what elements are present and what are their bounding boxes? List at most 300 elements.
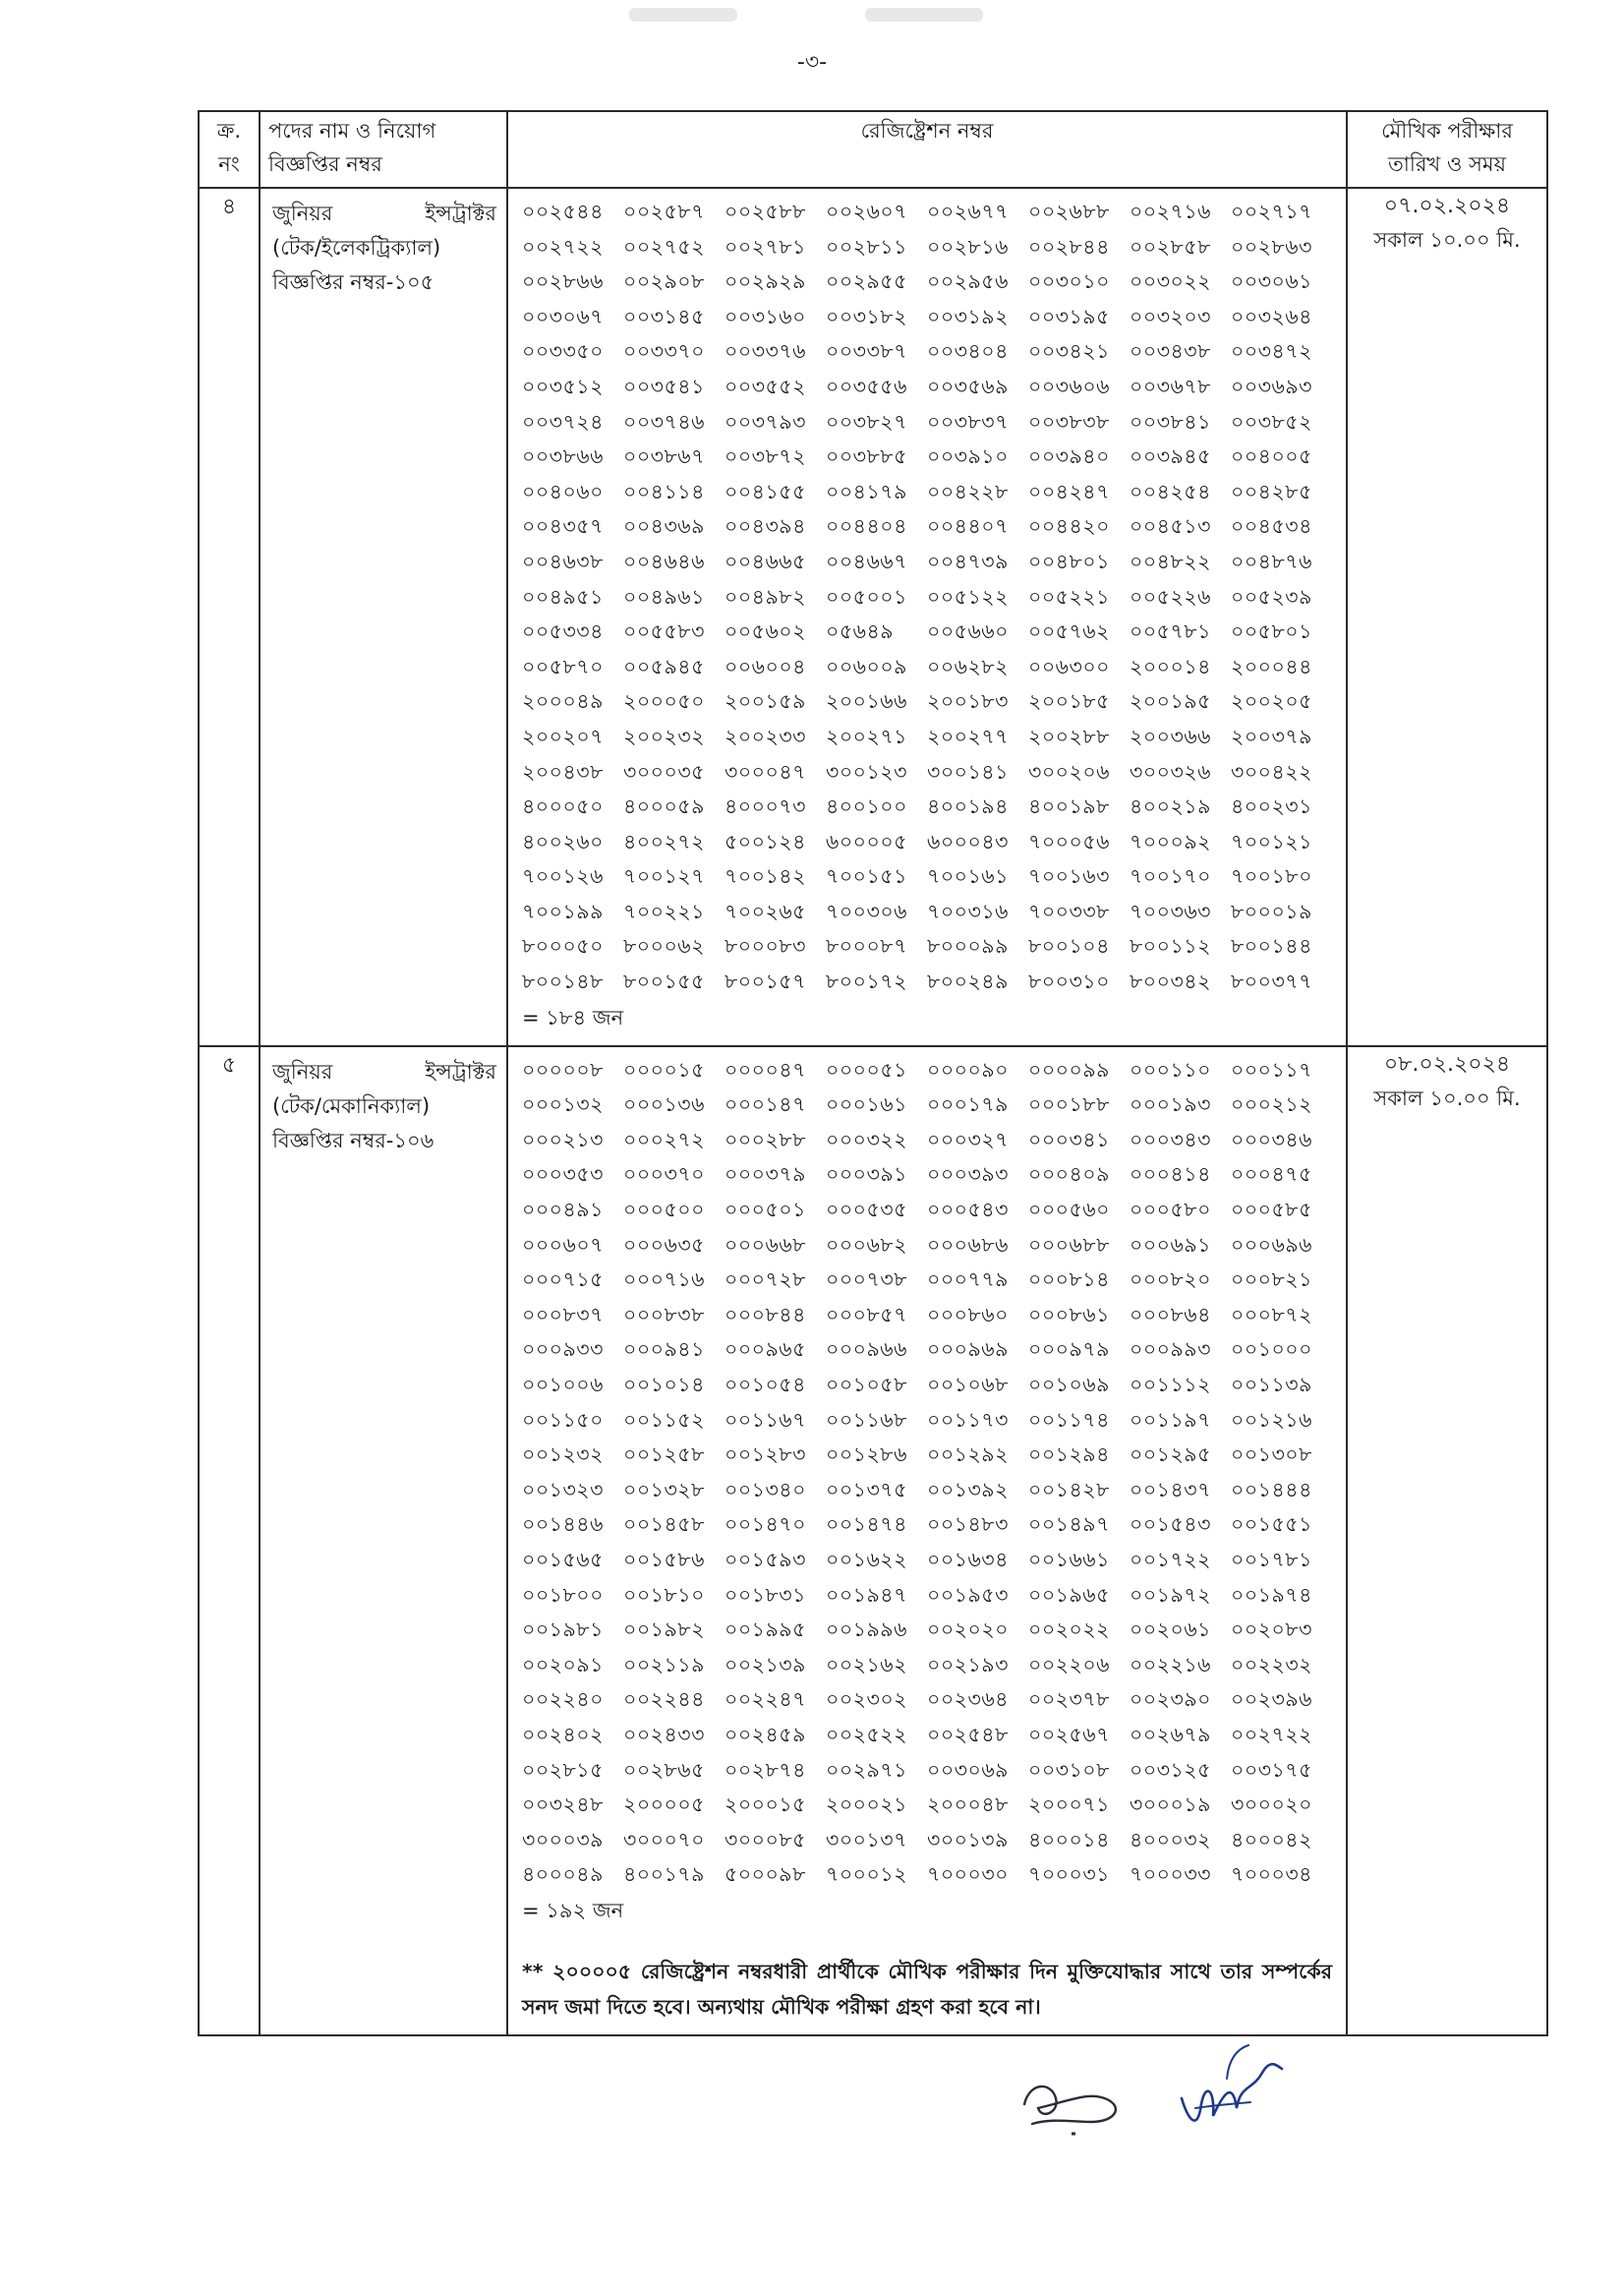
registration-number: ০০৩১৮২: [826, 304, 907, 328]
registration-number: ০০৫০০১: [826, 584, 907, 609]
registration-number: ০০৪৫১৩: [1130, 514, 1211, 539]
registration-number: ০০০৫৪৩: [927, 1198, 1009, 1222]
registration-number: ২০০০৭১: [1028, 1793, 1110, 1817]
registration-number: ৮০০০১৯: [1231, 899, 1312, 923]
registration-number: ০০২৮৪৪: [1028, 234, 1110, 259]
header-date: [1347, 111, 1547, 188]
registration-number: ০০০৪০৯: [1028, 1162, 1110, 1187]
header-post-line1: পদের নাম ও নিয়োগ: [268, 119, 436, 143]
registration-number: ০০১১৭৩: [927, 1407, 1009, 1432]
registration-number: ০০১৪৭০: [725, 1512, 806, 1537]
registration-number: ০০০৮৬১: [1028, 1302, 1110, 1326]
interview-schedule-table: [198, 110, 1548, 2036]
registration-number: ৭০০১৯৯: [522, 899, 604, 923]
registration-number: ০০৩৫৬৯: [927, 374, 1009, 398]
registration-number: ০০২৭২২: [1231, 1722, 1312, 1746]
registration-number: ৮০০৩১০: [1028, 970, 1110, 994]
registration-number: ০০৩২৪৮: [522, 1793, 604, 1817]
post-department: (টেক/মেকানিক্যাল): [272, 1093, 431, 1118]
registration-number: ০০২৩৯০: [1130, 1687, 1211, 1712]
registration-number: ০০১৮১০: [623, 1582, 705, 1607]
registration-number: ৮০০১৪৪: [1231, 934, 1312, 959]
registration-number: ৪০০০৪২: [1231, 1827, 1312, 1852]
registration-number: ০০০৫৮০: [1130, 1198, 1211, 1222]
registration-number: ০০৩৩৫০: [522, 339, 604, 364]
registration-number: ০০১৬২২: [826, 1547, 907, 1571]
registration-number: ০০০৩৭৯: [725, 1162, 806, 1187]
registration-number: ০০১২৯৪: [1028, 1442, 1110, 1467]
header-date-line1: মৌখিক পরীক্ষার: [1381, 119, 1513, 143]
registration-number: ০০৩১৯৫: [1028, 304, 1110, 328]
registration-number: ০০২৮১৫: [522, 1757, 604, 1782]
registration-number: ০০৩৯৪০: [1028, 444, 1110, 469]
registration-number: ৮০০১৭২: [826, 970, 907, 994]
registration-number: ০০২৮৫৮: [1130, 234, 1211, 259]
registration-number: ০০১৬৬১: [1028, 1547, 1110, 1571]
registration-number: ৫০০১২৪: [725, 829, 806, 853]
registration-number: ৭০০০৩০: [927, 1862, 1009, 1887]
registration-number: ০০০৮৩৭: [522, 1302, 604, 1326]
post-name: জুনিয়র ইন্সট্রাক্টর: [272, 1059, 496, 1084]
registration-number: ০০০৫৮৫: [1231, 1198, 1312, 1222]
signature-2: [1168, 2039, 1296, 2147]
registration-number: ০০১২৯২: [927, 1442, 1009, 1467]
registration-cell: [507, 1046, 1347, 2035]
registration-number: ৪০০১৯৪: [927, 794, 1009, 819]
registration-number: ২০০২৩৩: [725, 724, 806, 748]
registration-number: ০০২৭১৬: [1130, 200, 1211, 223]
post-department: (টেক/ইলেকট্রিক্যাল): [272, 236, 441, 260]
registration-number: ০০১৯৭২: [1130, 1582, 1211, 1607]
registration-number: ৭০০১৫১: [826, 864, 907, 889]
registration-number: ০০২৩০২: [826, 1687, 907, 1712]
registration-number: ০০৪৯৫১: [522, 584, 604, 609]
registration-number: ২০০২৩২: [623, 724, 705, 748]
interview-date: ০৭.০২.২০২৪: [1383, 194, 1511, 218]
registration-number: ০০০৯৭৯: [1028, 1337, 1110, 1362]
registration-number: ০০৫৭৮১: [1130, 619, 1211, 644]
registration-number: ০০৪৯৬১: [623, 584, 705, 609]
registration-number: ০০০৬০৭: [522, 1232, 604, 1257]
registration-number: ৮০০৩৭৭: [1231, 970, 1312, 994]
registration-number: ৩০০৪২২: [1231, 759, 1312, 784]
registration-number: ০০১০০০: [1231, 1337, 1312, 1362]
registration-number: ০০০৭৩৮: [826, 1267, 907, 1292]
registration-number: ০০৫৯৪৫: [623, 654, 705, 678]
registration-number: ০০০৩২২: [826, 1127, 907, 1151]
registration-number: ০০৫৩৩৪: [522, 619, 604, 644]
registration-number: ৫০০০৯৮: [725, 1862, 806, 1887]
registration-number: ০০০৮৫৭: [826, 1302, 907, 1326]
registration-number: ৭০০০৩১: [1028, 1862, 1110, 1887]
registration-number: ০০১২৮৬: [826, 1442, 907, 1467]
registration-number: ৪০০২৩১: [1231, 794, 1312, 819]
registration-number: ০০৪৪০৪: [826, 514, 907, 539]
registration-number: ০০০১৩২: [522, 1092, 604, 1117]
registration-number: ০০০০০৮: [522, 1057, 604, 1082]
registration-number: ২০০০২১: [826, 1793, 907, 1817]
registration-number: ০০৪১১৪: [623, 479, 705, 503]
registration-number: ০০৩৮৪১: [1130, 409, 1211, 434]
registration-number: ০০৫৫৮৩: [623, 619, 705, 644]
registration-number: ৪০০২১৯: [1130, 794, 1211, 819]
registration-number: ০০৩৮২৭: [826, 409, 907, 434]
registration-number: ০০১৯৪৭: [826, 1582, 907, 1607]
registration-number: ০০০২১৩: [522, 1127, 604, 1151]
registration-number: ০০১৩২৩: [522, 1477, 604, 1501]
registration-number: ০০১০০৬: [522, 1373, 604, 1396]
interview-time: সকাল ১০.০০ মি.: [1373, 1086, 1521, 1110]
registration-number: ০০৩৪৭২: [1231, 339, 1312, 364]
header-date-line2: তারিখ ও সময়: [1388, 152, 1506, 176]
registration-number: ০০৫২২৬: [1130, 584, 1211, 609]
registration-number: ৭০০৩৩৮: [1028, 899, 1110, 923]
registration-number: ০০১৪৪৪: [1231, 1477, 1312, 1501]
registration-number: ২০০১৬৬: [826, 689, 907, 714]
registration-number: ০০০৩৪১: [1028, 1127, 1110, 1151]
registration-number: ০০১২৯৫: [1130, 1442, 1211, 1467]
registration-number: ৮০০১৫৫: [623, 970, 705, 994]
registration-number: ০০২৯৫৫: [826, 269, 907, 294]
registration-number: ০০৩০৬৯: [927, 1757, 1009, 1782]
registration-number: ৭০০০৯২: [1130, 829, 1211, 853]
registration-number: ৮০০০৯৯: [927, 934, 1009, 959]
registration-number: ০০১৩৪০: [725, 1477, 806, 1501]
registration-number: ০০২৪৫৯: [725, 1722, 806, 1746]
registration-number: ০০২৭৮১: [725, 234, 806, 259]
registration-number: ০০৫২২১: [1028, 584, 1110, 609]
registration-number: ০০২৭১৭: [1231, 200, 1312, 223]
post-cell: [260, 1046, 507, 2035]
registration-number: ০০১১৯৭: [1130, 1407, 1211, 1432]
registration-number: ৪০০০৩২: [1130, 1827, 1211, 1852]
registration-number: ০০২৬৭৭: [927, 200, 1009, 223]
post-advertisement-number: বিজ্ঞপ্তির নম্বর-১০৫: [272, 270, 435, 294]
registration-number: ০০১৩৯২: [927, 1477, 1009, 1501]
freedom-fighter-note: ** ২০০০০৫ রেজিষ্ট্রেশন নম্বরধারী প্রার্থীকে মৌখিক পরীক্ষার দিন মুক্তিযোদ্ধার সাথে তার সম্পর্কের সনদ জমা দিতে হবে। অন্যথায় মৌখিক পরীক্ষা গ্রহণ করা হবে না।: [522, 1959, 1332, 2019]
registration-number: ০০০৮২০: [1130, 1267, 1211, 1292]
registration-number: ০০৫৬৬০: [927, 619, 1009, 644]
registration-number: ০০০৮২১: [1231, 1267, 1312, 1292]
registration-number: ০০০৫৩৫: [826, 1198, 907, 1222]
registration-number: ০০১১৩৯: [1231, 1373, 1312, 1396]
registration-number: ০০৪২৫৪: [1130, 479, 1211, 503]
registration-number: ০০২৫৮৮: [725, 200, 806, 223]
registration-number: ০০০৮৬৪: [1130, 1302, 1211, 1326]
registration-number: ০০০০৯০: [927, 1057, 1009, 1082]
registration-number: ০০৪৬৩৮: [522, 549, 604, 573]
registration-number: ০০৩৮৩৮: [1028, 409, 1110, 434]
registration-number: ০০১২১৬: [1231, 1407, 1312, 1432]
registration-number: ০০১০৬৯: [1028, 1373, 1110, 1396]
registration-number: ৩০০০৮৫: [725, 1827, 806, 1852]
registration-number: ০০০৬৩৫: [623, 1232, 705, 1257]
registration-number: ০০৪৪২০: [1028, 514, 1110, 539]
registration-number: ৭০০২২১: [623, 899, 705, 923]
registration-total: = ১৮৪ জন: [522, 1005, 624, 1029]
registration-number: ৮০০০৮৭: [826, 934, 907, 959]
registration-number: ০০০৬৮২: [826, 1232, 907, 1257]
registration-number: ৮০০০৮৩: [725, 934, 806, 959]
registration-number: ০০৩০১০: [1028, 269, 1110, 294]
registration-number: ০০০৯৬৯: [927, 1337, 1009, 1362]
registration-number: ০০৩৫১২: [522, 374, 604, 398]
registration-number: ০০৩৩৮৭: [826, 339, 907, 364]
registration-number: ৮০০১৫৭: [725, 970, 806, 994]
registration-total: = ১৯২ জন: [522, 1898, 624, 1922]
registration-number: ৭০০৩১৬: [927, 899, 1009, 923]
registration-number: ০০৪১৫৫: [725, 479, 806, 503]
registration-number: ০০৪০০৫: [1231, 444, 1312, 469]
registration-number: ০০৪৭৩৯: [927, 549, 1009, 573]
registration-number: ০০৩৮৮৫: [826, 444, 907, 469]
header-registration: রেজিষ্ট্রেশন নম্বর: [507, 111, 1347, 188]
registration-number: ০০২৬৮৮: [1028, 200, 1110, 223]
registration-number: ০০০৮৭২: [1231, 1302, 1312, 1326]
registration-number: ২০০০০৫: [623, 1793, 705, 1817]
registration-number: ০০২১৩৯: [725, 1652, 806, 1676]
table-row: [199, 188, 1547, 1046]
registration-number: ০০০৭১৬: [623, 1267, 705, 1292]
registration-number: ০০০৮৩৮: [623, 1302, 705, 1326]
registration-number: ০০৩৫৫২: [725, 374, 806, 398]
registration-number: ২০০০১৫: [725, 1793, 806, 1817]
registration-number: ০০০৯৪১: [623, 1337, 705, 1362]
registration-number: ৩০০০২০: [1231, 1793, 1312, 1817]
registration-number: ০০০১৬১: [826, 1092, 907, 1117]
registration-number: ০০১২৩২: [522, 1442, 604, 1467]
registration-number: ০০২৬৭৯: [1130, 1722, 1211, 1746]
registration-number: ০০১৫৪৩: [1130, 1512, 1211, 1537]
registration-number: ০০২৮৬৬: [522, 269, 604, 294]
registration-number: ০০০৯৩৩: [522, 1337, 604, 1362]
registration-number: ০০৩৩৭৬: [725, 339, 806, 364]
registration-number: ৭০০০৩৩: [1130, 1862, 1211, 1887]
registration-number: ০০০৮১৪: [1028, 1267, 1110, 1292]
header-serial-line2: নং: [218, 152, 240, 176]
registration-number: ০০১৯৭৪: [1231, 1582, 1312, 1607]
registration-number: ২০০০৪৮: [927, 1793, 1009, 1817]
registration-number: ০০২১১৯: [623, 1652, 705, 1676]
registration-number: ০০২২১৬: [1130, 1652, 1211, 1676]
registration-number: ০০৪৩৫৭: [522, 514, 604, 539]
registration-number: ০০৩১৭৫: [1231, 1757, 1312, 1782]
registration-number: ০০১১১২: [1130, 1373, 1211, 1396]
registration-number: ০০২২৪৭: [725, 1687, 806, 1712]
registration-number: ০০০৩৪৬: [1231, 1127, 1312, 1151]
registration-number: ০০৩০৬৭: [522, 304, 604, 328]
registration-number: ০০৫৮৭০: [522, 654, 604, 678]
registration-number: ০০৩৪৩৮: [1130, 339, 1211, 364]
registration-number: ৪০০২৭২: [623, 829, 705, 853]
registration-number: ০০২২০৬: [1028, 1652, 1110, 1676]
registration-number: ০০২৮১৬: [927, 234, 1009, 259]
registration-number: ০০৩৮৫২: [1231, 409, 1312, 434]
registration-number: ০০৩৭২৪: [522, 409, 604, 434]
registration-number: ০০০৪১৪: [1130, 1162, 1211, 1187]
registration-number: ০০০৪৯১: [522, 1198, 604, 1222]
registration-number: ২০০১৮৩: [927, 689, 1009, 714]
registration-number: ০০১৮০০: [522, 1582, 604, 1607]
registration-number: ৭০০৩৬৩: [1130, 899, 1211, 923]
registration-number: ০০২৫৪৮: [927, 1722, 1009, 1746]
registration-number: ০০১৯৯৬: [826, 1617, 907, 1642]
registration-number: ০০০৯৯৩: [1130, 1337, 1211, 1362]
registration-number: ২০০২৮৮: [1028, 724, 1110, 748]
registration-number: ০০২৯৭১: [826, 1757, 907, 1782]
registration-number: ৭০০০৩৪: [1231, 1862, 1312, 1887]
registration-number: ৩০০১২৩: [826, 759, 907, 784]
registration-number: ০০৬২৮২: [927, 654, 1009, 678]
registration-number: ০০৩৪০৪: [927, 339, 1009, 364]
interview-date-cell: [1347, 188, 1547, 1046]
registration-number: ৭০০১২৭: [623, 864, 705, 889]
registration-number: ৩০০২০৬: [1028, 759, 1110, 784]
registration-number: ০০৩৯৪৫: [1130, 444, 1211, 469]
registration-number: ০০৪৬৬৭: [826, 549, 907, 573]
registration-number: ২০০০৫০: [623, 689, 705, 714]
registration-cell: [507, 188, 1347, 1046]
registration-number: ০০২৮৬৩: [1231, 234, 1312, 259]
registration-number: ০০১৫৮৬: [623, 1547, 705, 1571]
registration-number: ০০২৩৯৬: [1231, 1687, 1312, 1712]
registration-number: ০০৩৯১০: [927, 444, 1009, 469]
registration-number: ০০১১৭৪: [1028, 1407, 1110, 1432]
registration-list: [522, 1053, 1332, 1893]
scan-smudge: [629, 8, 737, 22]
registration-list: [522, 195, 1332, 1000]
registration-number: ০০০৬৯১: [1130, 1232, 1211, 1257]
registration-number: ৮০০১০৪: [1028, 934, 1110, 959]
header-post: [260, 111, 507, 188]
registration-number: ০০৪২৮৫: [1231, 479, 1312, 503]
registration-number: ০০০৬৯৬: [1231, 1232, 1312, 1257]
registration-number: ৪০০০৫০: [522, 794, 604, 819]
registration-number: ০০২৮৬৫: [623, 1757, 705, 1782]
registration-number: ৪০০০৪৯: [522, 1862, 604, 1887]
header-post-line2: বিজ্ঞপ্তির নম্বর: [268, 152, 382, 176]
registration-number: ০০৪০৬০: [522, 479, 604, 503]
registration-number: ০০১৪৯৭: [1028, 1512, 1110, 1537]
registration-number: ৭০০১৬৩: [1028, 864, 1110, 889]
registration-number: ০০৩৬৭৮: [1130, 374, 1211, 398]
registration-number: ০০৩৩৭০: [623, 339, 705, 364]
registration-number: ০০২৯৫৬: [927, 269, 1009, 294]
registration-number: ৭০০১৬১: [927, 864, 1009, 889]
registration-number: ০০৩২৬৪: [1231, 304, 1312, 328]
registration-number: ০০৪২৪৭: [1028, 479, 1110, 503]
registration-number: ৬০০০৪৩: [927, 829, 1009, 853]
registration-number: ০০০১১৭: [1231, 1057, 1312, 1082]
registration-number: ২০০১৮৫: [1028, 689, 1110, 714]
post-name: জুনিয়র ইন্সট্রাক্টর: [272, 202, 496, 225]
registration-number: ৩০০০৭০: [623, 1827, 705, 1852]
registration-number: ৬০০০০৫: [826, 829, 907, 853]
registration-number: ০০৩১০৮: [1028, 1757, 1110, 1782]
registration-number: ০০২৮১১: [826, 234, 907, 259]
registration-number: ৭০০১৭০: [1130, 864, 1211, 889]
registration-number: ০০০৩৭০: [623, 1162, 705, 1187]
registration-number: ৩০০০১৯: [1130, 1793, 1211, 1817]
registration-number: ০০১০৬৮: [927, 1373, 1009, 1396]
registration-number: ০০১৯৫৩: [927, 1582, 1009, 1607]
registration-number: ০০২০৮৩: [1231, 1617, 1312, 1642]
registration-number: ০০৩১৪৫: [623, 304, 705, 328]
registration-number: ০০০৫৬০: [1028, 1198, 1110, 1222]
registration-number: ০০৪২২৮: [927, 479, 1009, 503]
registration-number: ০০১৫৫১: [1231, 1512, 1312, 1537]
registration-number: ০০১৭২২: [1130, 1547, 1211, 1571]
registration-number: ০০২৫৬৭: [1028, 1722, 1110, 1746]
registration-number: ০০৩৬৯৩: [1231, 374, 1312, 398]
registration-number: ০০১৩০৮: [1231, 1442, 1312, 1467]
registration-number: ০০৬৩০০: [1028, 654, 1110, 678]
registration-number: ০০৪৮২২: [1130, 549, 1211, 573]
registration-number: ০০২৩৬৪: [927, 1687, 1009, 1712]
registration-number: ০০১৪২৮: [1028, 1477, 1110, 1501]
interview-date: ০৮.০২.২০২৪: [1383, 1051, 1511, 1077]
registration-number: ২০০৩৭৯: [1231, 724, 1312, 748]
registration-number: ২০০৪৩৮: [522, 759, 604, 784]
registration-number: ৭০০১২৬: [522, 864, 604, 889]
registration-number: ৩০০০৪৭: [725, 759, 806, 784]
registration-number: ০০৪৪০৭: [927, 514, 1009, 539]
registration-number: ০০৫২৩৯: [1231, 584, 1312, 609]
registration-number: ২০০০১৪: [1130, 654, 1211, 678]
registration-number: ০০৩৮৭২: [725, 444, 806, 469]
registration-number: ০০০০১৫: [623, 1057, 705, 1082]
page-number: -৩-: [796, 50, 828, 75]
registration-number: ৪০০০১৪: [1028, 1827, 1110, 1852]
registration-number: ০০১৫৯৩: [725, 1547, 806, 1571]
registration-number: ০০০৬৮৮: [1028, 1232, 1110, 1257]
registration-number: ০০৩৪২১: [1028, 339, 1110, 364]
registration-number: ০০১৪৮৩: [927, 1512, 1009, 1537]
registration-number: ০০৩২০৩: [1130, 304, 1211, 328]
registration-number: ০০১৮৩১: [725, 1582, 806, 1607]
registration-number: ৩০০০৩৯: [522, 1827, 604, 1852]
registration-number: ৭০০১৪২: [725, 864, 806, 889]
registration-number: ০০১১৬৮: [826, 1407, 907, 1432]
registration-number: ০০১৩২৮: [623, 1477, 705, 1501]
registration-number: ০০১১৫০: [522, 1407, 604, 1432]
registration-number: ০০২০৯১: [522, 1652, 604, 1676]
registration-number: ৩০০০৩৫: [623, 759, 705, 784]
registration-number: ০০০৫০০: [623, 1198, 705, 1222]
registration-number: ০০২২৩২: [1231, 1652, 1312, 1676]
registration-number: ০০০১৯৩: [1130, 1092, 1211, 1117]
registration-number: ০০০৩২৭: [927, 1127, 1009, 1151]
registration-number: ০০৪৬৪৬: [623, 549, 705, 573]
registration-number: ৩০০১৪১: [927, 759, 1009, 784]
registration-number: ৪০০১৭৯: [623, 1862, 705, 1887]
registration-number: ০০৩১৬০: [725, 304, 806, 328]
registration-number: ২০০০৪৯: [522, 689, 604, 714]
registration-number: ৮০০১১২: [1130, 934, 1211, 959]
registration-number: ০০০৪৭৫: [1231, 1162, 1312, 1187]
registration-number: ০০৪৩৬৯: [623, 514, 705, 539]
registration-number: ২০০০৪৪: [1231, 654, 1312, 678]
registration-number: ০০৫১২২: [927, 584, 1009, 609]
registration-number: ০০৩৫৪১: [623, 374, 705, 398]
registration-number: ০০২২৪০: [522, 1687, 604, 1712]
registration-number: ০০০১৪৭: [725, 1092, 806, 1117]
registration-number: ০০৬০০৪: [725, 654, 806, 678]
registration-number: ৩০০১৩৭: [826, 1827, 907, 1852]
registration-number: ০০০১৮৮: [1028, 1092, 1110, 1117]
registration-number: ০০৪৮০১: [1028, 549, 1110, 573]
registration-number: ০০০০৪৭: [725, 1057, 806, 1082]
